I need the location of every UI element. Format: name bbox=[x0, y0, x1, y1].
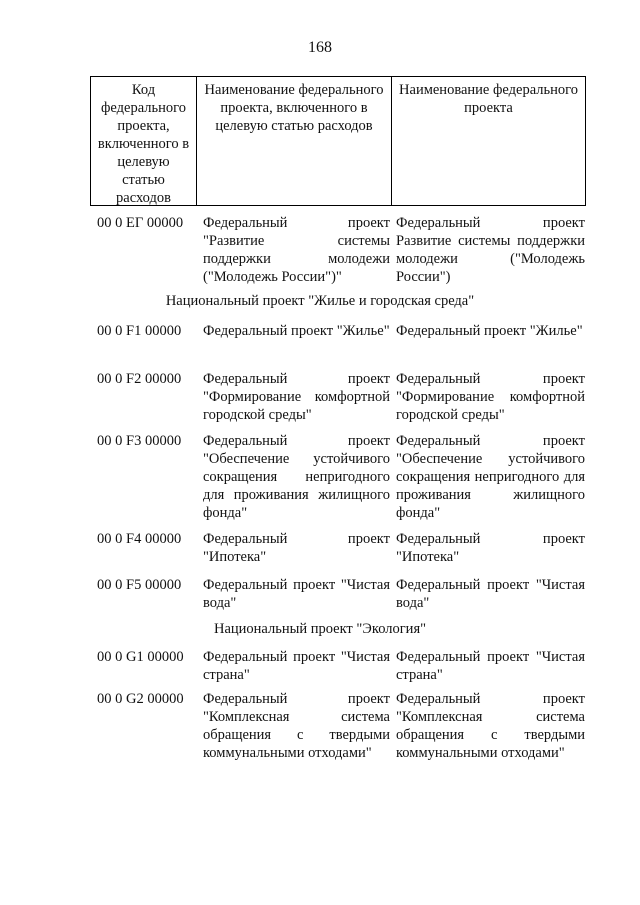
project-code: 00 0 F5 00000 bbox=[97, 577, 182, 593]
project-code: 00 0 G2 00000 bbox=[97, 691, 184, 707]
project-code: 00 0 F4 00000 bbox=[97, 531, 182, 547]
project-name-in-article: Федеральный проект "Чистая вода" bbox=[203, 577, 390, 611]
project-name: Федеральный проект "Формирование комфортной городской среды" bbox=[396, 371, 585, 423]
page-number: 168 bbox=[308, 39, 332, 56]
project-code: 00 0 ЕГ 00000 bbox=[97, 215, 184, 231]
header-project-name-column: Наименование федерального проекта bbox=[399, 82, 578, 116]
project-name: Федеральный проект "Жилье" bbox=[396, 323, 583, 339]
section-heading: Национальный проект "Экология" bbox=[213, 621, 427, 637]
project-name-in-article: Федеральный проект "Чистая страна" bbox=[203, 649, 390, 683]
project-name-in-article: Федеральный проект "Ипотека" bbox=[203, 531, 390, 565]
project-name-in-article: Федеральный проект "Жилье" bbox=[203, 323, 390, 339]
project-code: 00 0 G1 00000 bbox=[97, 649, 184, 665]
project-name-in-article: Федеральный проект "Развитие системы поддержки молодежи ("Молодежь России")" bbox=[203, 215, 390, 285]
header-article-name-column: Наименование федерального проекта, включенного в целевую статью расходов bbox=[197, 77, 392, 205]
project-name-in-article: Федеральный проект "Комплексная система обращения с твердыми коммунальными отходами" bbox=[203, 691, 390, 761]
project-code: 00 0 F3 00000 bbox=[97, 433, 182, 449]
header-code-column: Код федерального проекта, включенного в целевую статью расходов bbox=[91, 77, 197, 205]
project-name: Федеральный проект "Чистая страна" bbox=[396, 649, 585, 683]
project-name: Федеральный проект "Ипотека" bbox=[396, 531, 585, 565]
project-code: 00 0 F1 00000 bbox=[97, 323, 182, 339]
project-name: Федеральный проект "Чистая вода" bbox=[396, 577, 585, 611]
project-name: Федеральный проект "Обеспечение устойчивого сокращения непригодного для проживания жилищного фонда" bbox=[396, 433, 585, 521]
section-heading: Национальный проект "Жилье и городская среда" bbox=[165, 293, 475, 309]
project-name: Федеральный проект Развитие системы поддержки молодежи ("Молодежь России") bbox=[396, 215, 585, 285]
table-header bbox=[90, 76, 586, 206]
project-code: 00 0 F2 00000 bbox=[97, 371, 182, 387]
project-name: Федеральный проект "Комплексная система обращения с твердыми коммунальными отходами" bbox=[396, 691, 585, 761]
project-name-in-article: Федеральный проект "Формирование комфортной городской среды" bbox=[203, 371, 390, 423]
project-name-in-article: Федеральный проект "Обеспечение устойчивого сокращения непригодного для проживания жилищного фонда" bbox=[203, 433, 390, 521]
